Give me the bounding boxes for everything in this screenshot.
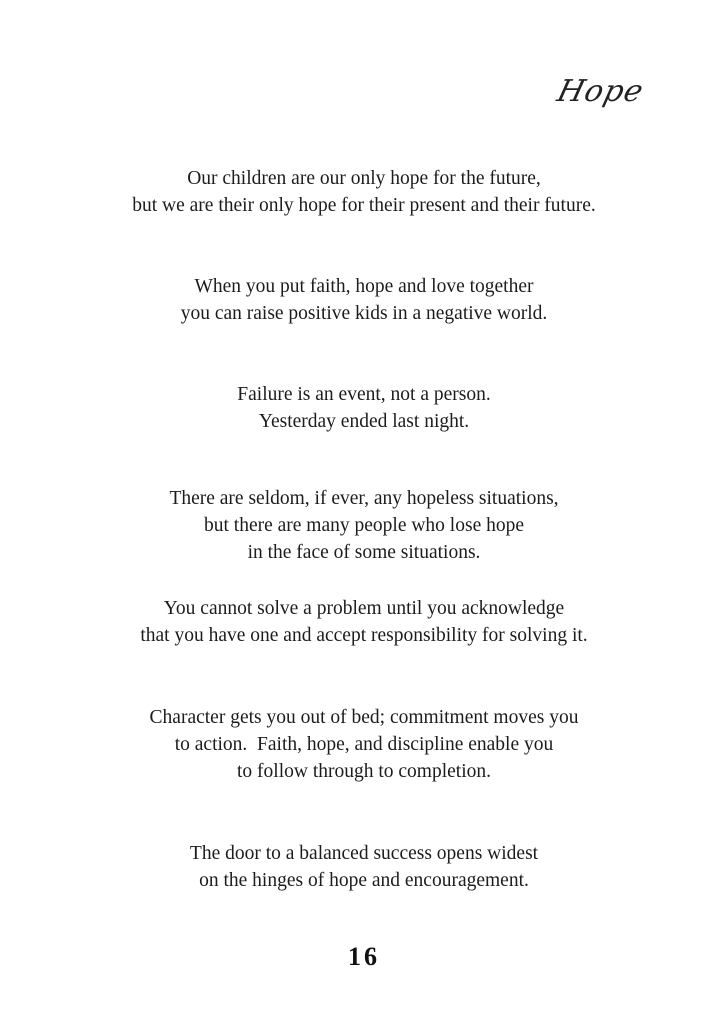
quote-line: Character gets you out of bed; commitment moves you	[149, 707, 579, 728]
quote	[0, 840, 728, 894]
quote-line: The door to a balanced success opens widest	[189, 843, 539, 864]
quote	[0, 165, 728, 219]
quote-line: You cannot solve a problem until you acknowledge	[163, 598, 565, 619]
quote	[0, 381, 728, 435]
quote-line: There are seldom, if ever, any hopeless situations,	[169, 488, 559, 509]
quote-line: Yesterday ended last night.	[258, 411, 470, 432]
quote	[0, 273, 728, 327]
quote-line: Our children are our only hope for the future,	[187, 168, 541, 189]
quote-line: you can raise positive kids in a negative world.	[180, 303, 548, 324]
quote-line: but there are many people who lose hope	[203, 515, 525, 536]
page-number: 16	[348, 942, 380, 971]
page-title: Hope	[553, 74, 648, 109]
quote-line: When you put faith, hope and love together	[194, 276, 534, 297]
quote-line: that you have one and accept responsibility for solving it.	[140, 625, 588, 646]
quote	[0, 595, 728, 649]
quote	[0, 485, 728, 566]
quote-line: but we are their only hope for their present and their future.	[132, 195, 596, 216]
quote-line: to follow through to completion.	[236, 761, 491, 782]
quote-line: to action. Faith, hope, and discipline enable you	[174, 734, 554, 755]
quote	[0, 704, 728, 785]
quote-line: in the face of some situations.	[247, 542, 481, 563]
quote-line: on the hinges of hope and encouragement.	[199, 870, 529, 891]
quote-line: Failure is an event, not a person.	[237, 384, 491, 405]
